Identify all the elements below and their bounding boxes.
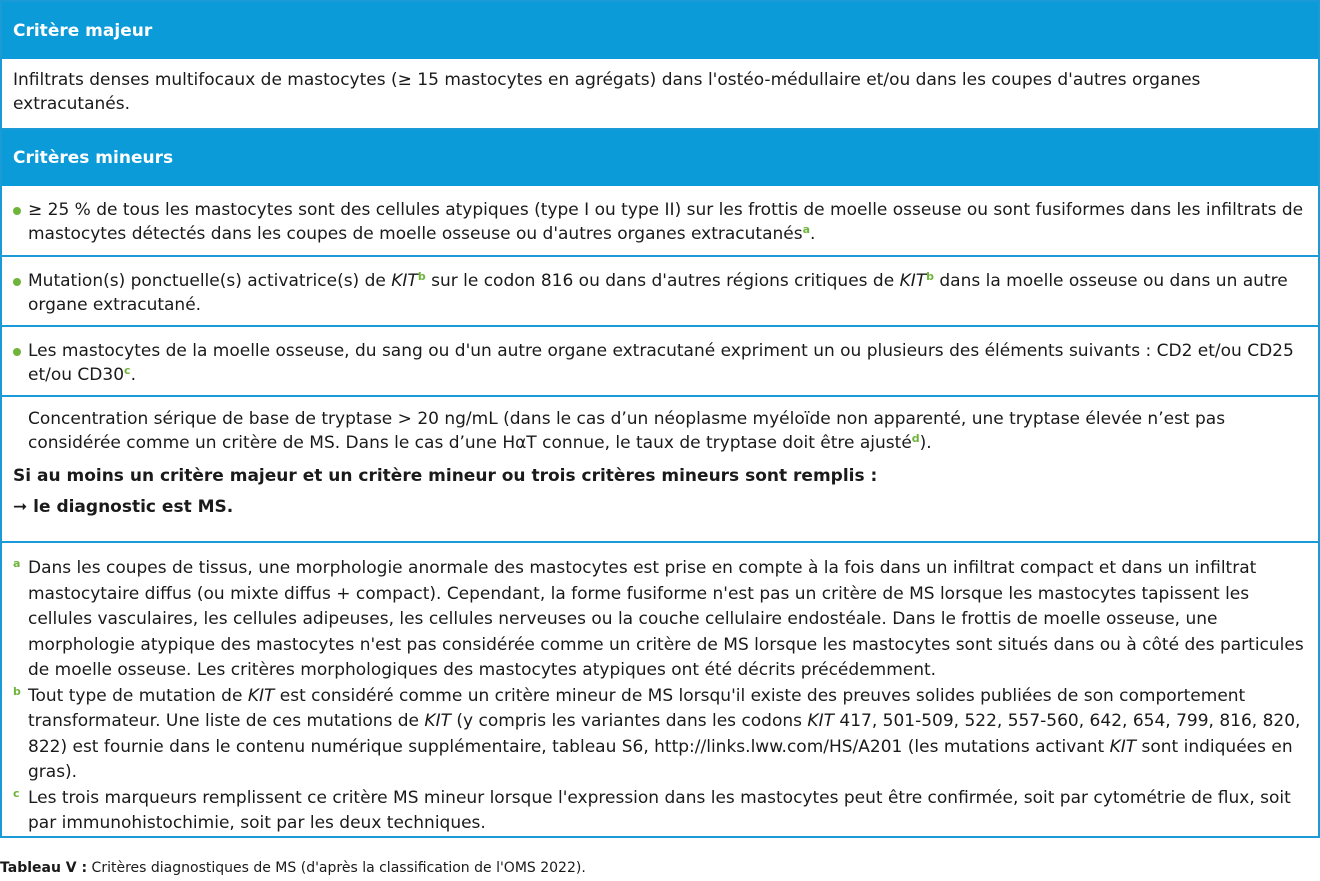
- minor-criterion-4-text: Concentration sérique de base de tryptase > 20 ng/mL (dans le cas d’un néoplasme myéloïde non apparenté, une tryptase élevée n’est pas considérée comme un critère de MS. Dans le cas d’une HαT connue, le taux de tryptase doit être ajusté$^d$).: [28, 409, 1226, 453]
- bullet-icon: [13, 278, 21, 286]
- diagnosis-rule: Si au moins un critère majeur et un critère mineur ou trois critères mineurs sont remplis :: [13, 466, 878, 486]
- footnote-a: a Dans les coupes de tissus, une morphologie anormale des mastocytes est prise en compte à la fois dans un infiltrat compact et dans un infiltrat mastocytaire diffus (ou mixte diffus + compact). Cependant, la forme fusiforme n'est pas un critère de MS lorsque les mastocytes tapissent les cellules vasculaires, les cellules adipeuses, les cellules nerveuses ou la couche cellulaire endostéale. Dans le frottis de moelle osseuse, une morphologie atypique des mastocytes n'est pas considérée comme un critère de MS lorsque les mastocytes sont situés dans ou à côté des particules de moelle osseuse. Les critères morphologiques des mastocytes atypiques ont été décrits précédemment.: [13, 557, 1304, 680]
- diagnosis-result: ➞ le diagnostic est MS.: [13, 497, 234, 517]
- footnote-b: b Tout type de mutation de KIT est considéré comme un critère mineur de MS lorsqu'il existe des preuves solides publiées de son comportement transformateur. Une liste de ces mutations de KIT (y compris les variantes dans les codons KIT 417, 501-509, 522, 557-560, 642, 654, 799, 816, 820, 822) est fournie dans le contenu numérique supplémentaire, tableau S6, http://links.lww.com/HS/A201 (les mutations activant KIT sont indiquées en gras).: [13, 684, 1301, 782]
- major-criterion-header: Critère majeur: [2, 2, 1318, 59]
- minor-criterion-3: Les mastocytes de la moelle osseuse, du sang ou d'un autre organe extracutané expriment un ou plusieurs des éléments suivants : CD2 et/ou CD25 et/ou CD30$^c$.: [2, 327, 1318, 397]
- minor-criteria-header: Critères mineurs: [2, 130, 1318, 186]
- minor-criterion-2: Mutation(s) ponctuelle(s) activatrice(s) de KIT$^b$ sur le codon 816 ou dans d'autres régions critiques de KIT$^b$ dans la moelle osseuse ou dans un autre organe extracutané.: [2, 257, 1318, 327]
- table-caption: Tableau V : Critères diagnostiques de MS (d'après la classification de l'OMS 2022).: [0, 860, 586, 876]
- footnotes: [2, 543, 1318, 837]
- major-criterion-text: Infiltrats denses multifocaux de mastocytes (≥ 15 mastocytes en agrégats) dans l'ostéo-médullaire et/ou dans les coupes d'autres organes extracutanés.: [2, 59, 1318, 130]
- minor-criterion-4: [2, 397, 1318, 543]
- bullet-icon: [13, 207, 21, 215]
- footnote-c: c Les trois marqueurs remplissent ce critère MS mineur lorsque l'expression dans les mastocytes peut être confirmée, soit par cytométrie de flux, soit par immunohistochimie, soit par les deux techniques.: [13, 786, 1291, 833]
- minor-criterion-1: ≥ 25 % de tous les mastocytes sont des cellules atypiques (type I ou type II) sur les frottis de moelle osseuse ou sont fusiformes dans les infiltrats de mastocytes détectés dans les coupes de moelle osseuse ou d'autres organes extracutanés$^a$.: [2, 186, 1318, 257]
- bullet-icon: [13, 348, 21, 356]
